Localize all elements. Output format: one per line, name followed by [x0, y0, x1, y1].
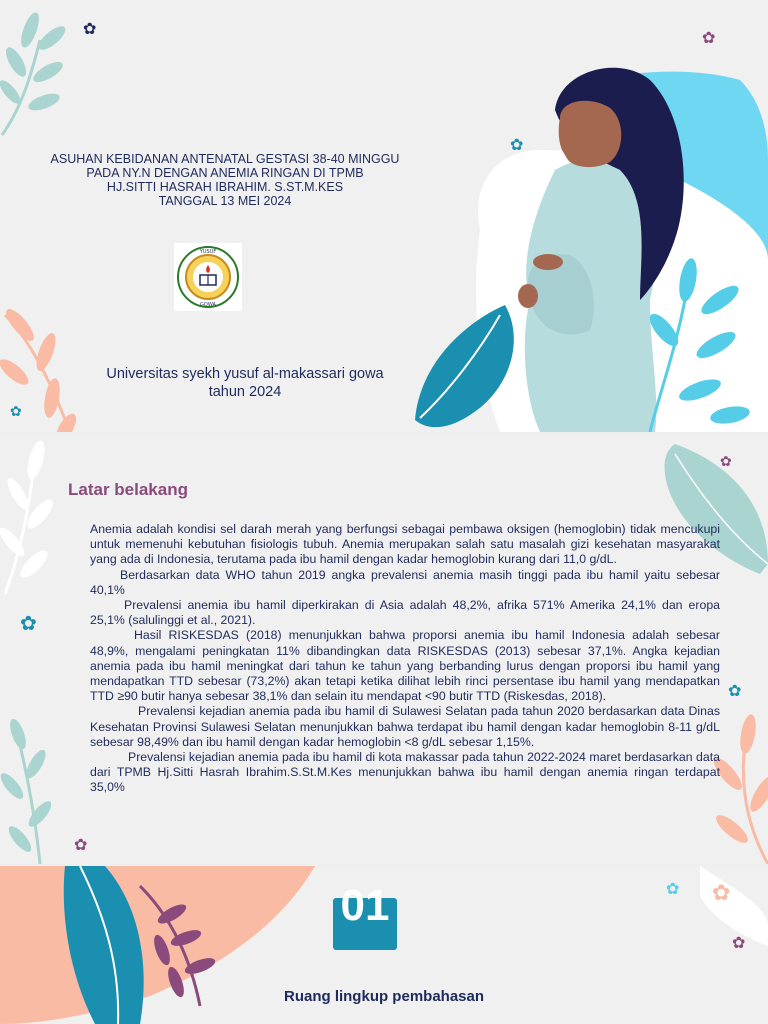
- white-leaf-icon: [700, 866, 768, 946]
- flower-icon: ✿: [74, 837, 88, 854]
- title-line: PADA NY.N DENGAN ANEMIA RINGAN DI TPMB: [86, 166, 364, 180]
- university-line: Universitas syekh yusuf al-makassari gowa: [106, 366, 384, 382]
- background-text: [90, 522, 720, 796]
- paragraph: Prevalensi anemia ibu hamil diperkirakan di Asia adalah 48,2%, afrika 571% Amerika 24,1% dan eropa 25,1% (salulinggi et al., 2021).: [90, 598, 720, 628]
- background-slide: [0, 434, 768, 864]
- paragraph: Anemia adalah kondisi sel darah merah yang berfungsi sebagai pembawa oksigen (hemoglobin) tidak mencukupi untuk memenuhi kebutuhan fisiologis tubuh. Anemia merupakan salah satu masalah gizi kesehatan masyarakat yang ada di Indonesia, terutama pada ibu hamil dengan kadar hemoglobin kurang dari 11,0 g/dL.: [90, 522, 720, 567]
- flower-icon: ✿: [702, 30, 716, 47]
- flower-icon: ✿: [10, 403, 22, 419]
- flower-icon: ✿: [732, 935, 746, 952]
- university-year: tahun 2024: [208, 384, 282, 400]
- section-number: 01: [340, 881, 390, 930]
- paragraph: Hasil RISKESDAS (2018) menunjukkan bahwa proporsi anemia ibu hamil Indonesia adalah sebesar 48,9%, mengalami peningkatan 11% dibandingkan data RISKESDAS (2013) sebesar 37,1%. Angka kejadian anemia pada ibu hamil meningkat dari tahun ke tahun yang berbanding lurus dengan proporsi ibu hamil yang mendapatkan TTD sebesar (73,2%) akan tetapi ketika dilihat lebih rinci persentase ibu hamil yang mendapatkan TTD ≥90 butir hanya sebesar 38,1% dan selain itu mendapat <90 butir TTD (Riskesdas, 2018).: [90, 628, 720, 704]
- paragraph: Prevalensi kejadian anemia pada ibu hamil di kota makassar pada tahun 2022-2024 maret berdasarkan data dari TPMB Hj.Sitti Hasrah Ibrahim.S.St.M.Kes menunjukkan bahwa ibu hamil dengan anemia ringan terdapat 35,0%: [90, 750, 720, 795]
- flower-icon: ✿: [83, 21, 97, 38]
- university-seal-icon: [174, 243, 242, 311]
- flower-icon: ✿: [720, 453, 732, 469]
- flower-icon: ✿: [666, 881, 680, 898]
- report-title: [40, 152, 410, 208]
- section-heading: Ruang lingkup pembahasan: [283, 988, 485, 1005]
- scope-slide: [0, 866, 768, 1024]
- paragraph: Prevalensi kejadian anemia pada ibu hamil di Sulawesi Selatan pada tahun 2020 berdasarkan data Dinas Kesehatan Provinsi Sulawesi Selatan menunjukkan bahwa terdapat ibu hamil dengan kadar hemoglobin 8-11 g/dL sebesar 98,49% dan ibu hamil dengan kadar hemoglobin <8 g/dL sebesar 1,15%.: [90, 704, 720, 749]
- sage-branch-icon: [0, 11, 68, 135]
- paragraph: Berdasarkan data WHO tahun 2019 angka prevalensi anemia masih tinggi pada ibu hamil yaitu sebesar 40,1%: [90, 567, 720, 597]
- sage-branch-icon: [0, 717, 55, 864]
- title-line: TANGGAL 13 MEI 2024: [158, 194, 292, 208]
- section-heading: Latar belakang: [68, 480, 188, 499]
- flower-icon: ✿: [712, 880, 731, 905]
- logo-lettering: GOWA: [200, 302, 216, 308]
- flower-icon: ✿: [728, 683, 742, 700]
- flower-icon: ✿: [510, 137, 524, 154]
- white-branch-icon: [0, 439, 57, 594]
- flower-icon: ✿: [20, 613, 37, 635]
- university-name: [90, 365, 400, 401]
- title-line: HJ.SITTI HASRAH IBRAHIM. S.ST.M.KES: [106, 180, 344, 194]
- logo-lettering: YUSUF: [199, 249, 217, 255]
- title-slide: [0, 0, 768, 432]
- pregnant-woman-illustration-icon: [476, 68, 768, 432]
- university-logo: [174, 243, 242, 311]
- title-line: ASUHAN KEBIDANAN ANTENATAL GESTASI 38-40 MINGGU: [50, 152, 400, 166]
